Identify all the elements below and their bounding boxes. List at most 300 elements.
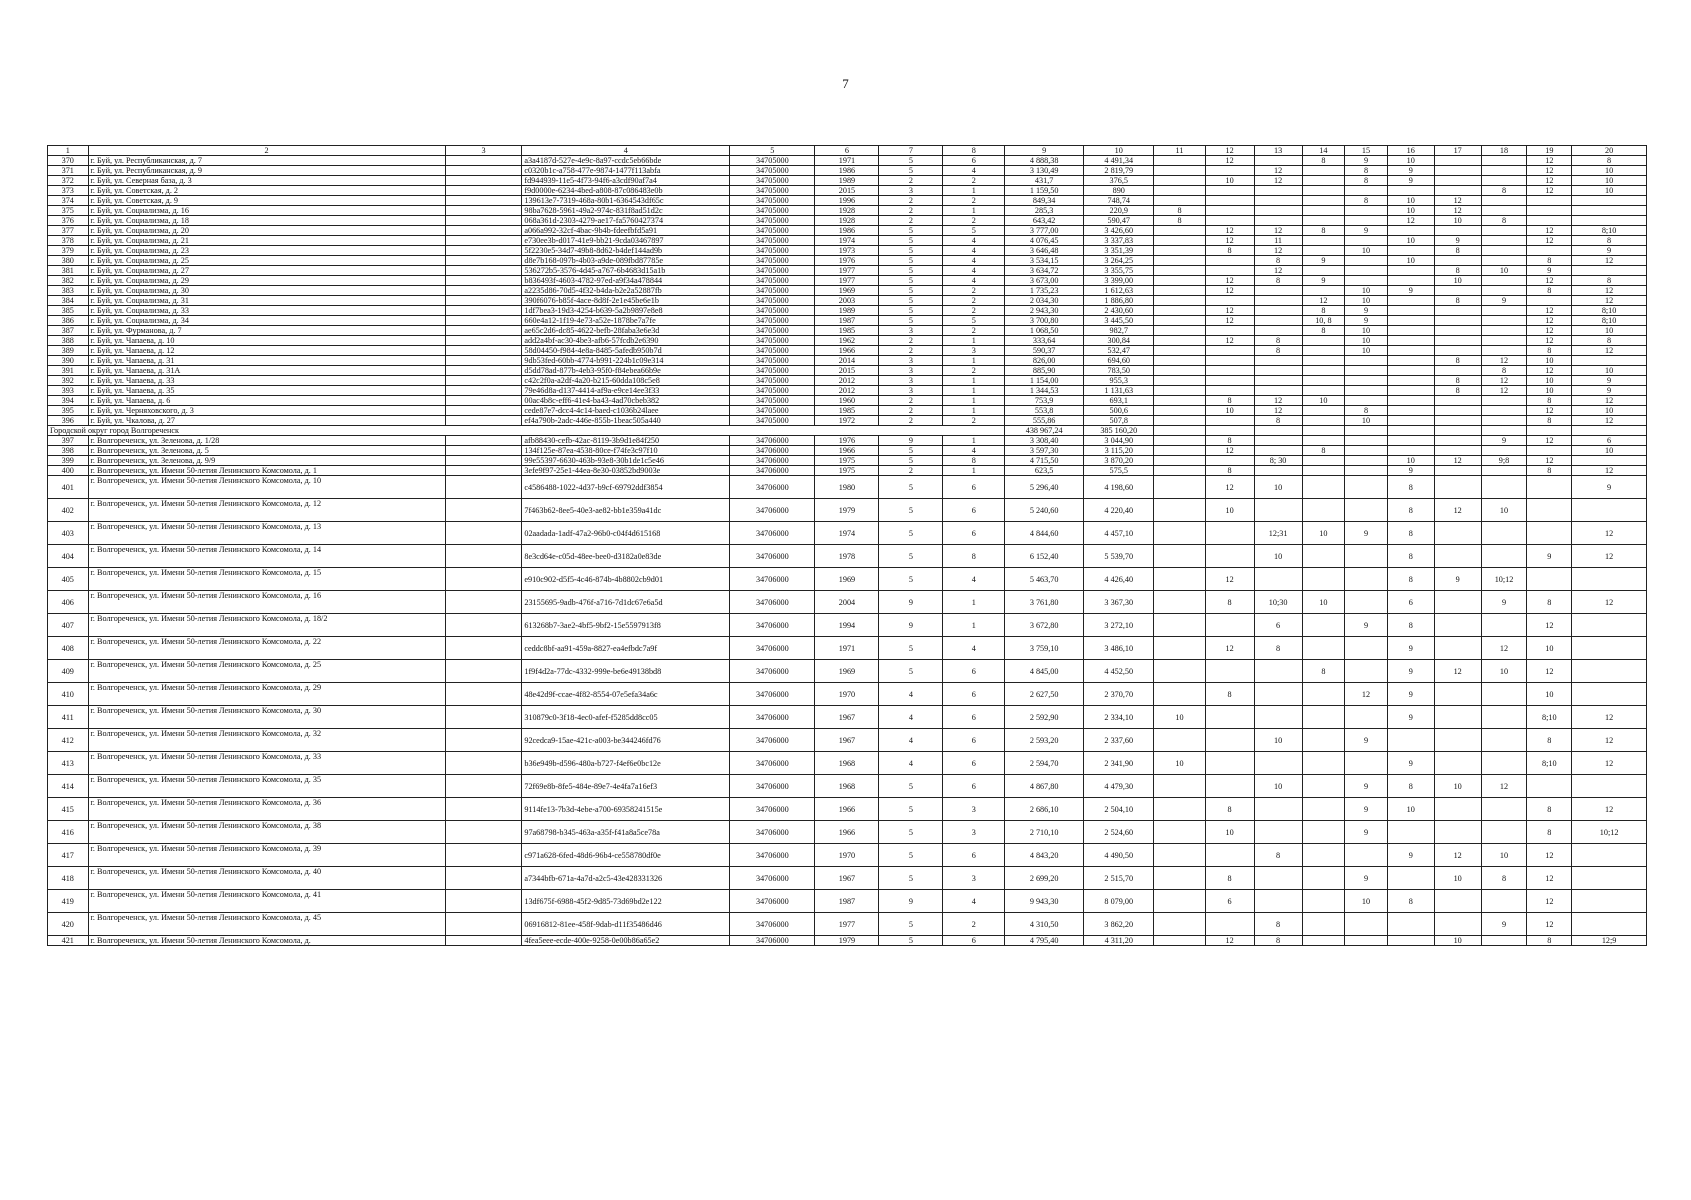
column-header-19: 19 bbox=[1527, 146, 1572, 156]
col16-cell: 8 bbox=[1387, 476, 1434, 499]
col16-cell bbox=[1387, 446, 1434, 456]
row-number: 377 bbox=[48, 226, 89, 236]
col14-cell bbox=[1302, 936, 1345, 946]
total-area-cell: 4 867,80 bbox=[1005, 775, 1084, 798]
col14-cell bbox=[1302, 913, 1345, 936]
table-row bbox=[48, 216, 1647, 226]
col11-cell: 10 bbox=[1154, 752, 1205, 775]
column-header-5: 5 bbox=[730, 146, 815, 156]
table-row bbox=[48, 752, 1647, 775]
col14-cell bbox=[1302, 545, 1345, 568]
col20-cell: 8;10 bbox=[1572, 316, 1647, 326]
col19-cell: 12 bbox=[1527, 316, 1572, 326]
total-area-cell: 5 463,70 bbox=[1005, 568, 1084, 591]
year-cell: 1970 bbox=[815, 844, 879, 867]
col20-cell: 9 bbox=[1572, 386, 1647, 396]
col15-cell bbox=[1345, 476, 1388, 499]
guid-cell: 7f463b62-8ee5-40e3-ae82-bb1e359a41dc bbox=[522, 499, 730, 522]
floors-cell: 2 bbox=[879, 176, 943, 186]
col16-cell bbox=[1387, 346, 1434, 356]
total-area-cell: 1 068,50 bbox=[1005, 326, 1084, 336]
col14-cell: 8 bbox=[1302, 226, 1345, 236]
col18-cell bbox=[1481, 752, 1527, 775]
col16-cell bbox=[1387, 913, 1434, 936]
col13-cell bbox=[1254, 568, 1302, 591]
col11-cell bbox=[1154, 591, 1205, 614]
col3-cell bbox=[445, 591, 522, 614]
table-row bbox=[48, 406, 1647, 416]
guid-cell: d5dd78ad-877b-4eb3-95f0-f84ebea66b9e bbox=[522, 366, 730, 376]
col20-cell bbox=[1572, 867, 1647, 890]
col20-cell: 12 bbox=[1572, 466, 1647, 476]
row-number: 370 bbox=[48, 156, 89, 166]
col15-cell: 9 bbox=[1345, 775, 1388, 798]
col14-cell bbox=[1302, 286, 1345, 296]
col13-cell bbox=[1254, 798, 1302, 821]
entrances-cell: 1 bbox=[943, 376, 1005, 386]
col16-cell: 9 bbox=[1387, 660, 1434, 683]
guid-cell: a066a992-32cf-4bac-9b4b-fdeefbfd5a91 bbox=[522, 226, 730, 236]
address-cell: г. Волгореченск, ул. Имени 50-летия Ленинского Комсомола, д. 33 bbox=[88, 752, 445, 775]
entrances-cell: 5 bbox=[943, 226, 1005, 236]
living-area-cell: 2 504,10 bbox=[1084, 798, 1154, 821]
col18-cell bbox=[1481, 176, 1527, 186]
row-number: 417 bbox=[48, 844, 89, 867]
col20-cell bbox=[1572, 844, 1647, 867]
floors-cell: 4 bbox=[879, 729, 943, 752]
col3-cell bbox=[445, 306, 522, 316]
col11-cell bbox=[1154, 499, 1205, 522]
col11-cell bbox=[1154, 614, 1205, 637]
col17-cell: 10 bbox=[1434, 775, 1481, 798]
col20-cell: 12 bbox=[1572, 522, 1647, 545]
col11-cell bbox=[1154, 436, 1205, 446]
col19-cell bbox=[1527, 568, 1572, 591]
guid-cell: ae65c2d6-dc85-4622-befb-28faba3e6e3d bbox=[522, 326, 730, 336]
col3-cell bbox=[445, 499, 522, 522]
col15-cell: 9 bbox=[1345, 316, 1388, 326]
address-cell: г. Волгореченск, ул. Зеленова, д. 5 bbox=[88, 446, 445, 456]
address-cell: г. Волгореченск, ул. Зеленова, д. 1/28 bbox=[88, 436, 445, 446]
address-cell: г. Волгореченск, ул. Имени 50-летия Ленинского Комсомола, д. 18/2 bbox=[88, 614, 445, 637]
col13-cell: 12 bbox=[1254, 396, 1302, 406]
col15-cell: 10 bbox=[1345, 890, 1388, 913]
col20-cell: 12 bbox=[1572, 591, 1647, 614]
entrances-cell: 6 bbox=[943, 499, 1005, 522]
col17-cell bbox=[1434, 416, 1481, 426]
col19-cell: 9 bbox=[1527, 545, 1572, 568]
floors-cell: 5 bbox=[879, 798, 943, 821]
entrances-cell: 2 bbox=[943, 296, 1005, 306]
entrances-cell: 4 bbox=[943, 637, 1005, 660]
col3-cell bbox=[445, 614, 522, 637]
col3-cell bbox=[445, 752, 522, 775]
col15-cell: 8 bbox=[1345, 176, 1388, 186]
col16-cell bbox=[1387, 266, 1434, 276]
total-area-cell: 3 646,48 bbox=[1005, 246, 1084, 256]
col11-cell bbox=[1154, 446, 1205, 456]
col3-cell bbox=[445, 236, 522, 246]
living-area-cell: 1 886,80 bbox=[1084, 296, 1154, 306]
address-cell: г. Буй, ул. Социализма, д. 29 bbox=[88, 276, 445, 286]
col12-cell bbox=[1205, 366, 1254, 376]
floors-cell: 3 bbox=[879, 186, 943, 196]
total-area-cell: 1 735,23 bbox=[1005, 286, 1084, 296]
col14-cell: 8 bbox=[1302, 446, 1345, 456]
table-row bbox=[48, 356, 1647, 366]
col11-cell bbox=[1154, 156, 1205, 166]
year-cell: 2015 bbox=[815, 366, 879, 376]
living-area-cell: 5 539,70 bbox=[1084, 545, 1154, 568]
guid-cell: 06916812-81ee-458f-9dab-d11f35486d46 bbox=[522, 913, 730, 936]
living-area-cell: 890 bbox=[1084, 186, 1154, 196]
col18-cell bbox=[1481, 936, 1527, 946]
living-area-cell: 2 430,60 bbox=[1084, 306, 1154, 316]
col16-cell: 12 bbox=[1387, 216, 1434, 226]
col3-cell bbox=[445, 216, 522, 226]
col13-cell bbox=[1254, 821, 1302, 844]
address-cell: г. Волгореченск, ул. Имени 50-летия Ленинского Комсомола, д. 15 bbox=[88, 568, 445, 591]
col20-cell: 12 bbox=[1572, 752, 1647, 775]
row-number: 397 bbox=[48, 436, 89, 446]
living-area-cell: 3 862,20 bbox=[1084, 913, 1154, 936]
total-area-cell: 2 593,20 bbox=[1005, 729, 1084, 752]
col14-cell: 10 bbox=[1302, 396, 1345, 406]
col17-cell bbox=[1434, 821, 1481, 844]
table-row bbox=[48, 683, 1647, 706]
row-number: 418 bbox=[48, 867, 89, 890]
col14-cell bbox=[1302, 476, 1345, 499]
col11-cell bbox=[1154, 346, 1205, 356]
total-area-cell: 1 344,53 bbox=[1005, 386, 1084, 396]
floors-cell: 9 bbox=[879, 591, 943, 614]
year-cell: 1996 bbox=[815, 196, 879, 206]
col14-cell bbox=[1302, 236, 1345, 246]
col12-cell bbox=[1205, 416, 1254, 426]
col19-cell: 12 bbox=[1527, 306, 1572, 316]
col12-cell: 12 bbox=[1205, 446, 1254, 456]
total-area-cell: 3 700,80 bbox=[1005, 316, 1084, 326]
col14-cell: 10 bbox=[1302, 591, 1345, 614]
col18-cell bbox=[1481, 798, 1527, 821]
col18-cell bbox=[1481, 406, 1527, 416]
col15-cell bbox=[1345, 568, 1388, 591]
col14-cell bbox=[1302, 266, 1345, 276]
address-cell: г. Волгореченск, ул. Имени 50-летия Ленинского Комсомола, д. bbox=[88, 936, 445, 946]
oktmo-cell: 34705000 bbox=[730, 356, 815, 366]
table-row bbox=[48, 568, 1647, 591]
row-number: 406 bbox=[48, 591, 89, 614]
row-number: 404 bbox=[48, 545, 89, 568]
col20-cell: 8 bbox=[1572, 276, 1647, 286]
col13-cell: 8 bbox=[1254, 256, 1302, 266]
col17-cell: 12 bbox=[1434, 206, 1481, 216]
col15-cell bbox=[1345, 356, 1388, 366]
table-row bbox=[48, 296, 1647, 306]
floors-cell: 5 bbox=[879, 286, 943, 296]
col14-cell bbox=[1302, 568, 1345, 591]
living-area-cell: 2 334,10 bbox=[1084, 706, 1154, 729]
oktmo-cell: 34705000 bbox=[730, 226, 815, 236]
entrances-cell: 2 bbox=[943, 216, 1005, 226]
col11-cell bbox=[1154, 326, 1205, 336]
col16-cell: 10 bbox=[1387, 206, 1434, 216]
col11-cell bbox=[1154, 637, 1205, 660]
table-row bbox=[48, 660, 1647, 683]
year-cell: 1976 bbox=[815, 256, 879, 266]
floors-cell: 5 bbox=[879, 456, 943, 466]
row-number: 374 bbox=[48, 196, 89, 206]
col18-cell: 10 bbox=[1481, 266, 1527, 276]
year-cell: 1969 bbox=[815, 660, 879, 683]
floors-cell: 2 bbox=[879, 406, 943, 416]
col17-cell bbox=[1434, 522, 1481, 545]
year-cell: 1975 bbox=[815, 466, 879, 476]
group-label: Городской округ город Волгореченск bbox=[48, 426, 1005, 436]
total-area-cell: 2 710,10 bbox=[1005, 821, 1084, 844]
living-area-cell: 4 311,20 bbox=[1084, 936, 1154, 946]
col3-cell bbox=[445, 706, 522, 729]
address-cell: г. Буй, ул. Республиканская, д. 9 bbox=[88, 166, 445, 176]
floors-cell: 9 bbox=[879, 614, 943, 637]
year-cell: 1928 bbox=[815, 206, 879, 216]
table-row bbox=[48, 416, 1647, 426]
col11-cell bbox=[1154, 913, 1205, 936]
oktmo-cell: 34706000 bbox=[730, 436, 815, 446]
col15-cell bbox=[1345, 499, 1388, 522]
group-empty-cell bbox=[1572, 426, 1647, 436]
col11-cell bbox=[1154, 466, 1205, 476]
table-row bbox=[48, 913, 1647, 936]
column-header-9: 9 bbox=[1005, 146, 1084, 156]
oktmo-cell: 34705000 bbox=[730, 156, 815, 166]
oktmo-cell: 34706000 bbox=[730, 446, 815, 456]
col13-cell: 8 bbox=[1254, 276, 1302, 286]
guid-cell: 310879c0-3f18-4ec0-afef-f5285dd8cc05 bbox=[522, 706, 730, 729]
entrances-cell: 8 bbox=[943, 545, 1005, 568]
entrances-cell: 6 bbox=[943, 775, 1005, 798]
col12-cell bbox=[1205, 376, 1254, 386]
guid-cell: e730ee3b-d017-41e9-bb21-9cda03467897 bbox=[522, 236, 730, 246]
living-area-cell: 590,47 bbox=[1084, 216, 1154, 226]
col13-cell: 8 bbox=[1254, 336, 1302, 346]
col15-cell bbox=[1345, 236, 1388, 246]
col14-cell bbox=[1302, 416, 1345, 426]
address-cell: г. Буй, ул. Чапаева, д. 6 bbox=[88, 396, 445, 406]
col19-cell bbox=[1527, 196, 1572, 206]
col13-cell bbox=[1254, 306, 1302, 316]
col15-cell: 9 bbox=[1345, 867, 1388, 890]
row-number: 378 bbox=[48, 236, 89, 246]
col12-cell: 6 bbox=[1205, 890, 1254, 913]
row-number: 392 bbox=[48, 376, 89, 386]
col18-cell bbox=[1481, 326, 1527, 336]
col17-cell bbox=[1434, 476, 1481, 499]
col14-cell bbox=[1302, 637, 1345, 660]
col11-cell bbox=[1154, 821, 1205, 844]
col11-cell bbox=[1154, 256, 1205, 266]
col19-cell: 12 bbox=[1527, 436, 1572, 446]
col3-cell bbox=[445, 226, 522, 236]
col16-cell: 10 bbox=[1387, 196, 1434, 206]
address-cell: г. Волгореченск, ул. Имени 50-летия Ленинского Комсомола, д. 45 bbox=[88, 913, 445, 936]
col17-cell bbox=[1434, 186, 1481, 196]
col16-cell bbox=[1387, 376, 1434, 386]
oktmo-cell: 34705000 bbox=[730, 416, 815, 426]
entrances-cell: 3 bbox=[943, 798, 1005, 821]
column-header-18: 18 bbox=[1481, 146, 1527, 156]
floors-cell: 5 bbox=[879, 296, 943, 306]
col19-cell: 12 bbox=[1527, 913, 1572, 936]
entrances-cell: 5 bbox=[943, 316, 1005, 326]
col17-cell: 9 bbox=[1434, 568, 1481, 591]
col17-cell: 8 bbox=[1434, 266, 1481, 276]
year-cell: 1987 bbox=[815, 890, 879, 913]
col11-cell bbox=[1154, 356, 1205, 366]
col15-cell: 12 bbox=[1345, 683, 1388, 706]
oktmo-cell: 34706000 bbox=[730, 522, 815, 545]
entrances-cell: 2 bbox=[943, 176, 1005, 186]
col3-cell bbox=[445, 867, 522, 890]
year-cell: 1968 bbox=[815, 752, 879, 775]
oktmo-cell: 34705000 bbox=[730, 196, 815, 206]
living-area-cell: 3 351,39 bbox=[1084, 246, 1154, 256]
column-header-16: 16 bbox=[1387, 146, 1434, 156]
row-number: 386 bbox=[48, 316, 89, 326]
row-number: 408 bbox=[48, 637, 89, 660]
col12-cell bbox=[1205, 326, 1254, 336]
group-living-area: 385 160,20 bbox=[1084, 426, 1154, 436]
living-area-cell: 3 399,00 bbox=[1084, 276, 1154, 286]
col3-cell bbox=[445, 176, 522, 186]
living-area-cell: 4 198,60 bbox=[1084, 476, 1154, 499]
oktmo-cell: 34706000 bbox=[730, 890, 815, 913]
col13-cell: 8 bbox=[1254, 416, 1302, 426]
col18-cell: 8 bbox=[1481, 867, 1527, 890]
total-area-cell: 3 759,10 bbox=[1005, 637, 1084, 660]
oktmo-cell: 34706000 bbox=[730, 614, 815, 637]
year-cell: 1986 bbox=[815, 226, 879, 236]
col19-cell: 12 bbox=[1527, 406, 1572, 416]
oktmo-cell: 34705000 bbox=[730, 286, 815, 296]
floors-cell: 2 bbox=[879, 416, 943, 426]
col20-cell: 10 bbox=[1572, 446, 1647, 456]
guid-cell: 1df7bea3-19d3-4254-b639-5a2b9897e8e8 bbox=[522, 306, 730, 316]
oktmo-cell: 34705000 bbox=[730, 186, 815, 196]
col14-cell bbox=[1302, 798, 1345, 821]
address-cell: г. Буй, ул. Чапаева, д. 10 bbox=[88, 336, 445, 346]
col11-cell bbox=[1154, 568, 1205, 591]
col13-cell: 8 bbox=[1254, 346, 1302, 356]
table-row bbox=[48, 226, 1647, 236]
col14-cell bbox=[1302, 456, 1345, 466]
guid-cell: ef4a790b-2adc-446e-855b-1beac505a440 bbox=[522, 416, 730, 426]
col18-cell bbox=[1481, 196, 1527, 206]
col12-cell: 12 bbox=[1205, 286, 1254, 296]
col3-cell bbox=[445, 456, 522, 466]
col3-cell bbox=[445, 568, 522, 591]
total-area-cell: 2 686,10 bbox=[1005, 798, 1084, 821]
year-cell: 1969 bbox=[815, 568, 879, 591]
col20-cell: 9 bbox=[1572, 246, 1647, 256]
col20-cell: 12;9 bbox=[1572, 936, 1647, 946]
total-area-cell: 3 634,72 bbox=[1005, 266, 1084, 276]
guid-cell: b836493f-4603-4782-97ed-a9f34a478844 bbox=[522, 276, 730, 286]
floors-cell: 5 bbox=[879, 499, 943, 522]
col14-cell bbox=[1302, 206, 1345, 216]
total-area-cell: 4 715,50 bbox=[1005, 456, 1084, 466]
entrances-cell: 1 bbox=[943, 591, 1005, 614]
row-number: 413 bbox=[48, 752, 89, 775]
col14-cell bbox=[1302, 216, 1345, 226]
col17-cell: 12 bbox=[1434, 844, 1481, 867]
oktmo-cell: 34706000 bbox=[730, 591, 815, 614]
col16-cell: 9 bbox=[1387, 683, 1434, 706]
col16-cell: 9 bbox=[1387, 286, 1434, 296]
total-area-cell: 1 159,50 bbox=[1005, 186, 1084, 196]
oktmo-cell: 34705000 bbox=[730, 406, 815, 416]
table-row bbox=[48, 166, 1647, 176]
col19-cell bbox=[1527, 246, 1572, 256]
entrances-cell: 2 bbox=[943, 913, 1005, 936]
col19-cell: 10 bbox=[1527, 386, 1572, 396]
col12-cell bbox=[1205, 660, 1254, 683]
table-row bbox=[48, 376, 1647, 386]
col18-cell: 12 bbox=[1481, 637, 1527, 660]
year-cell: 1989 bbox=[815, 306, 879, 316]
entrances-cell: 6 bbox=[943, 936, 1005, 946]
col20-cell bbox=[1572, 456, 1647, 466]
guid-cell: 79e46d8a-d137-4414-af9a-e9ce14ee3f33 bbox=[522, 386, 730, 396]
living-area-cell: 4 490,50 bbox=[1084, 844, 1154, 867]
col16-cell bbox=[1387, 246, 1434, 256]
col11-cell bbox=[1154, 276, 1205, 286]
col13-cell: 12;31 bbox=[1254, 522, 1302, 545]
oktmo-cell: 34706000 bbox=[730, 660, 815, 683]
col20-cell: 12 bbox=[1572, 346, 1647, 356]
entrances-cell: 1 bbox=[943, 406, 1005, 416]
col12-cell bbox=[1205, 706, 1254, 729]
col12-cell bbox=[1205, 346, 1254, 356]
col3-cell bbox=[445, 166, 522, 176]
col15-cell: 10 bbox=[1345, 326, 1388, 336]
col20-cell: 10 bbox=[1572, 166, 1647, 176]
living-area-cell: 3 426,60 bbox=[1084, 226, 1154, 236]
col13-cell bbox=[1254, 683, 1302, 706]
floors-cell: 5 bbox=[879, 226, 943, 236]
col17-cell bbox=[1434, 176, 1481, 186]
col15-cell: 10 bbox=[1345, 296, 1388, 306]
guid-cell: 5f2230e5-34d7-49b8-8d62-b4def144ad9b bbox=[522, 246, 730, 256]
row-number: 412 bbox=[48, 729, 89, 752]
guid-cell: cede87e7-dcc4-4c14-baed-c1036b24laee bbox=[522, 406, 730, 416]
floors-cell: 5 bbox=[879, 821, 943, 844]
total-area-cell: 1 154,00 bbox=[1005, 376, 1084, 386]
table-row bbox=[48, 346, 1647, 356]
address-cell: г. Волгореченск, ул. Имени 50-летия Ленинского Комсомола, д. 41 bbox=[88, 890, 445, 913]
col17-cell: 10 bbox=[1434, 867, 1481, 890]
address-cell: г. Буй, ул. Чкалова, д. 27 bbox=[88, 416, 445, 426]
floors-cell: 3 bbox=[879, 326, 943, 336]
address-cell: г. Волгореченск, ул. Имени 50-летия Ленинского Комсомола, д. 13 bbox=[88, 522, 445, 545]
oktmo-cell: 34706000 bbox=[730, 683, 815, 706]
col12-cell: 8 bbox=[1205, 591, 1254, 614]
col12-cell bbox=[1205, 356, 1254, 366]
total-area-cell: 4 844,60 bbox=[1005, 522, 1084, 545]
total-area-cell: 9 943,30 bbox=[1005, 890, 1084, 913]
total-area-cell: 826,00 bbox=[1005, 356, 1084, 366]
group-empty-cell bbox=[1434, 426, 1481, 436]
